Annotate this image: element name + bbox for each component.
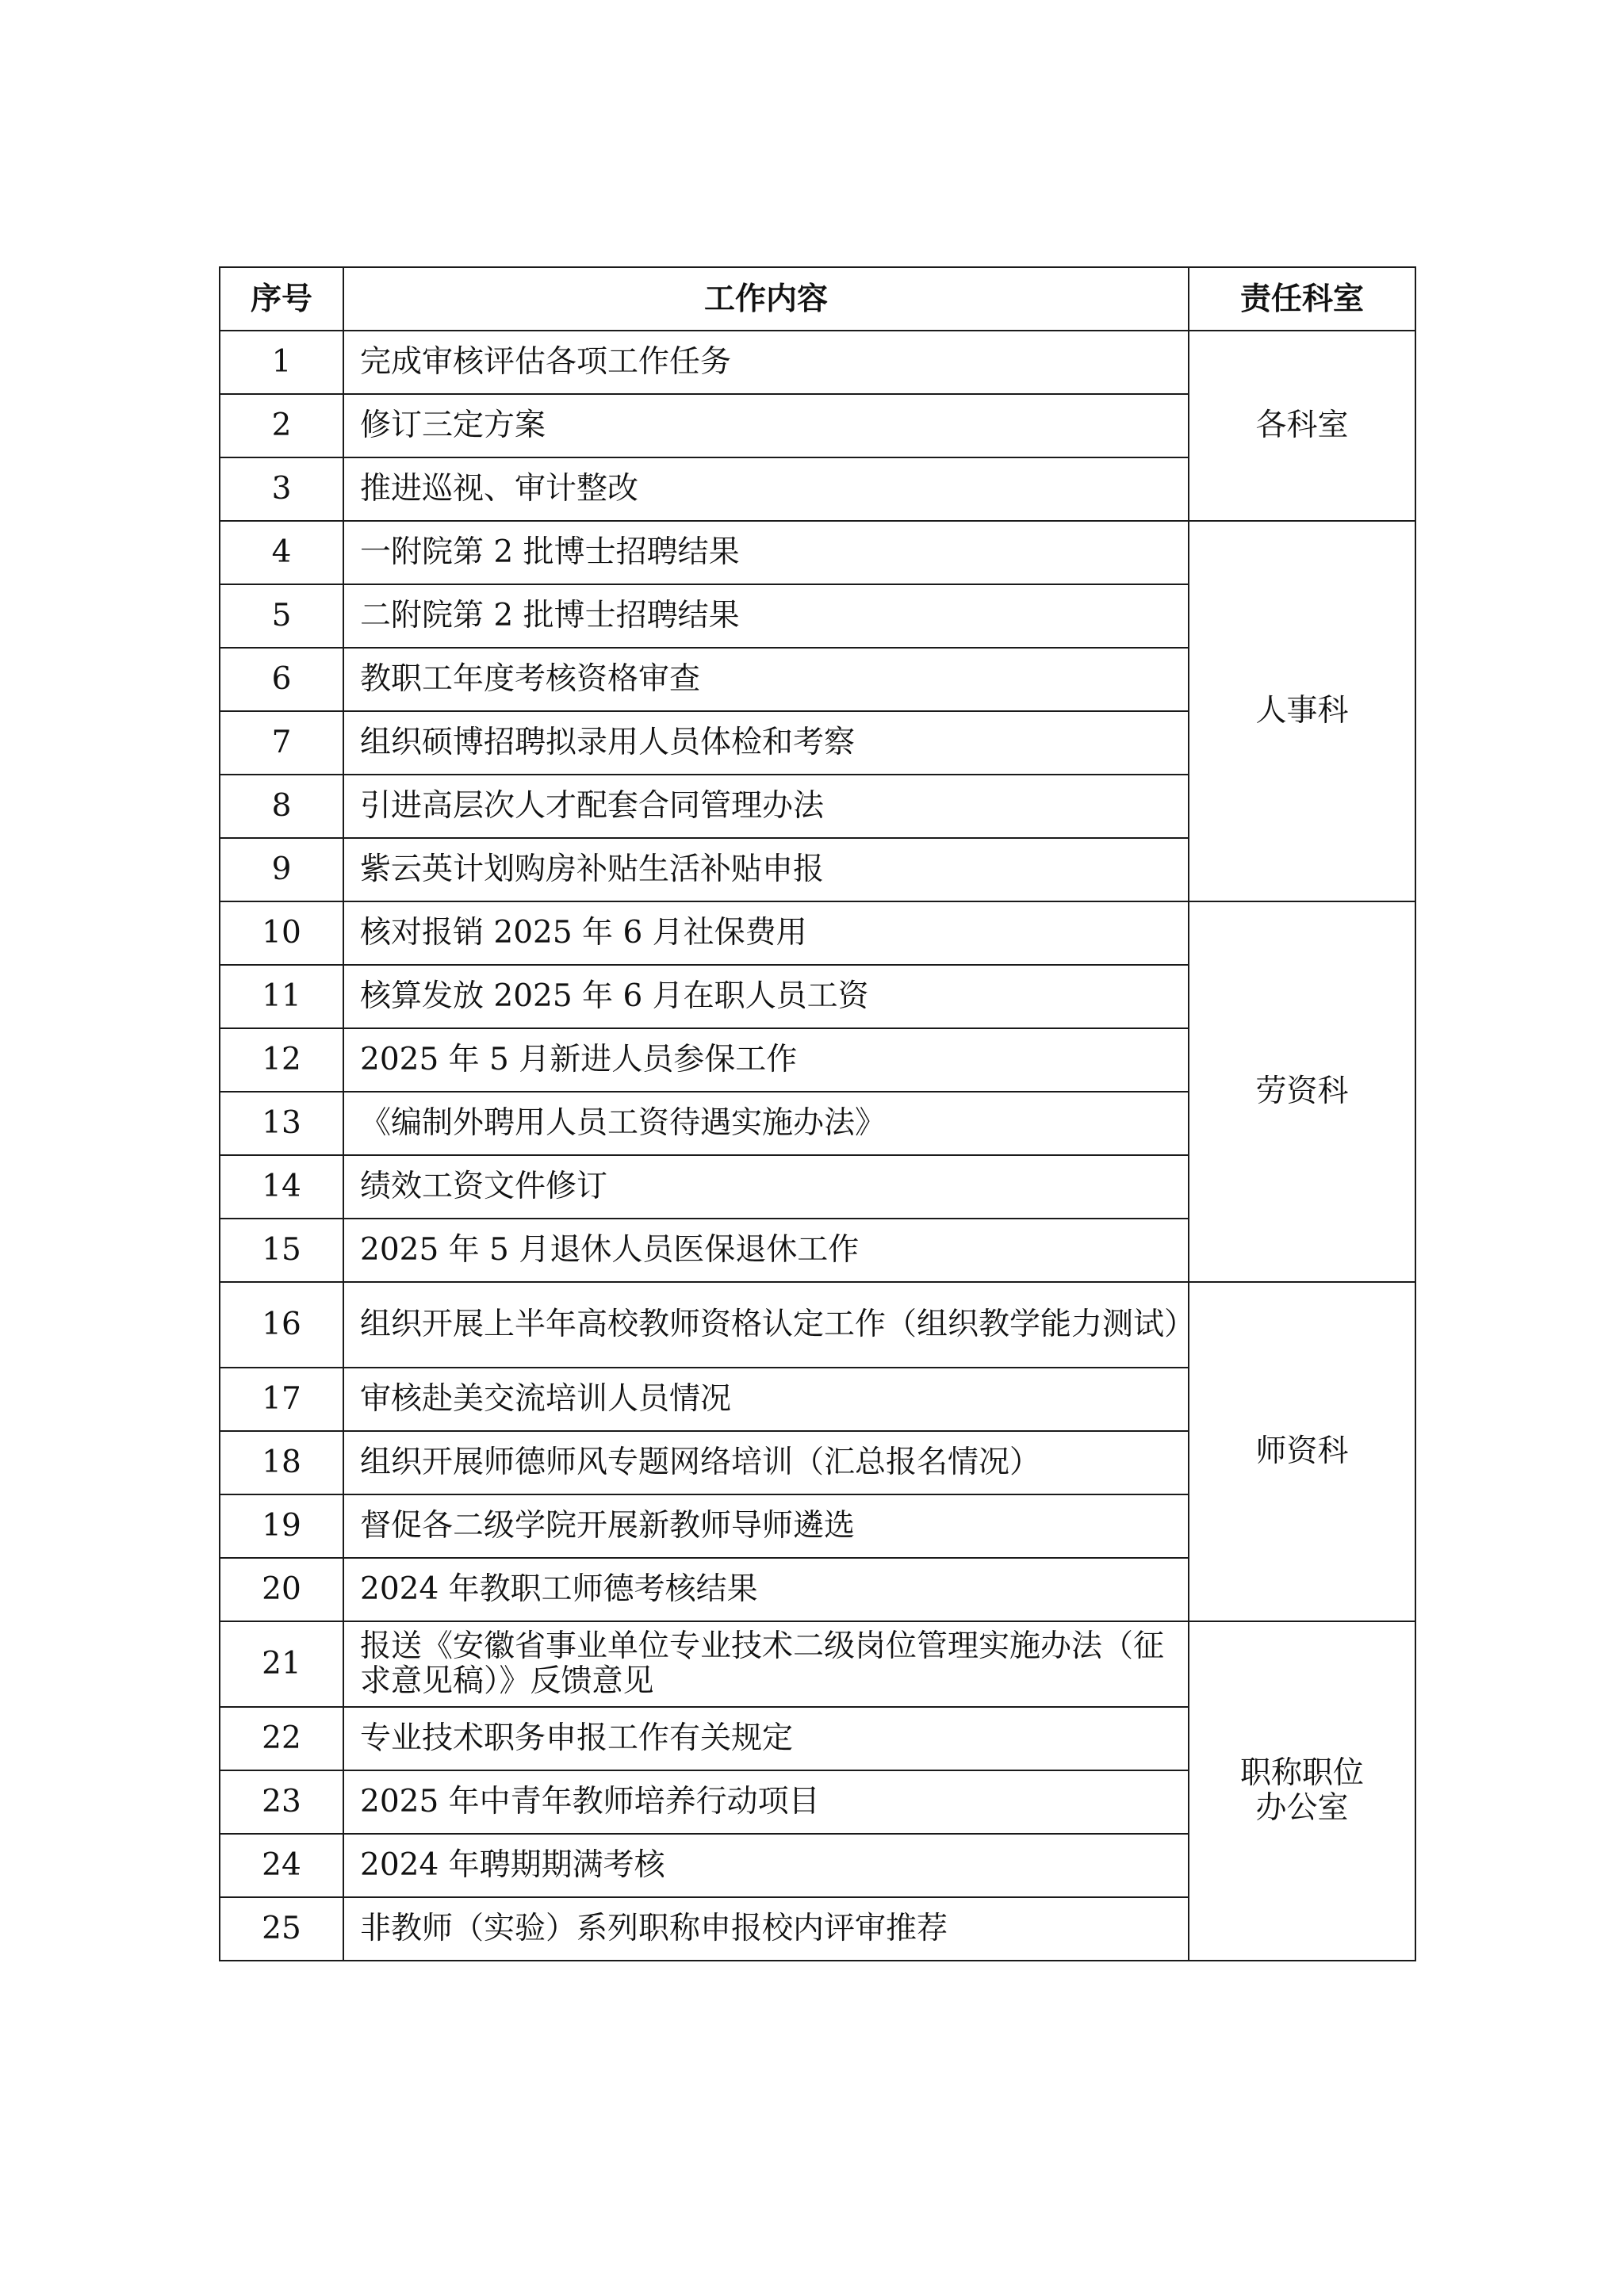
dept-name-line: 师资科 [1255,1433,1349,1469]
row-content: 教职工年度考核资格审查 [343,648,1189,711]
responsible-dept [1189,331,1415,521]
row-content: 2025 年 5 月新进人员参保工作 [343,1028,1189,1092]
row-number: 1 [220,331,343,394]
row-number: 25 [220,1897,343,1961]
row-number: 10 [220,901,343,965]
header-no: 序号 [220,267,343,331]
row-content: 一附院第 2 批博士招聘结果 [343,521,1189,584]
row-number: 2 [220,394,343,457]
table-row [220,1282,1415,1368]
table-row [220,521,1415,584]
row-number: 14 [220,1155,343,1219]
table-row [220,901,1415,965]
row-content: 组织硕博招聘拟录用人员体检和考察 [343,711,1189,775]
row-content: 2024 年聘期期满考核 [343,1834,1189,1897]
row-number: 13 [220,1092,343,1155]
work-task-table [219,266,1416,1961]
row-number: 9 [220,838,343,901]
row-content: 修订三定方案 [343,394,1189,457]
row-content: 督促各二级学院开展新教师导师遴选 [343,1494,1189,1558]
dept-name-line: 人事科 [1255,693,1349,729]
dept-name-line: 职称职位 [1239,1755,1364,1791]
row-content: 专业技术职务申报工作有关规定 [343,1707,1189,1770]
row-number: 16 [220,1282,343,1368]
row-number: 8 [220,775,343,838]
row-number: 19 [220,1494,343,1558]
row-content: 紫云英计划购房补贴生活补贴申报 [343,838,1189,901]
header-dept: 责任科室 [1189,267,1415,331]
row-content: 引进高层次人才配套合同管理办法 [343,775,1189,838]
row-content: 推进巡视、审计整改 [343,457,1189,521]
row-number: 18 [220,1431,343,1494]
row-content: 2025 年 5 月退休人员医保退休工作 [343,1219,1189,1282]
row-content: 完成审核评估各项工作任务 [343,331,1189,394]
row-number: 17 [220,1368,343,1431]
row-number: 23 [220,1770,343,1834]
row-content: 非教师（实验）系列职称申报校内评审推荐 [343,1897,1189,1961]
row-number: 7 [220,711,343,775]
row-content: 审核赴美交流培训人员情况 [343,1368,1189,1431]
row-content: 绩效工资文件修订 [343,1155,1189,1219]
row-number: 15 [220,1219,343,1282]
row-content: 2024 年教职工师德考核结果 [343,1558,1189,1621]
row-number: 12 [220,1028,343,1092]
row-number: 5 [220,584,343,648]
row-number: 24 [220,1834,343,1897]
dept-name-line: 劳资科 [1255,1073,1349,1109]
row-number: 11 [220,965,343,1028]
row-content: 二附院第 2 批博士招聘结果 [343,584,1189,648]
table-row [220,1621,1415,1707]
responsible-dept [1189,1282,1415,1621]
responsible-dept [1189,521,1415,901]
responsible-dept [1189,1621,1415,1961]
row-content: 组织开展师德师风专题网络培训（汇总报名情况） [343,1431,1189,1494]
row-number: 21 [220,1621,343,1707]
row-number: 6 [220,648,343,711]
row-number: 3 [220,457,343,521]
row-content: 核算发放 2025 年 6 月在职人员工资 [343,965,1189,1028]
row-content: 2025 年中青年教师培养行动项目 [343,1770,1189,1834]
row-content: 《编制外聘用人员工资待遇实施办法》 [343,1092,1189,1155]
row-content: 核对报销 2025 年 6 月社保费用 [343,901,1189,965]
row-number: 4 [220,521,343,584]
table-row [220,331,1415,394]
table-body [220,331,1415,1961]
row-number: 22 [220,1707,343,1770]
responsible-dept [1189,901,1415,1282]
dept-name-line: 办公室 [1255,1790,1349,1826]
table-header-row [220,267,1415,331]
row-content: 报送《安徽省事业单位专业技术二级岗位管理实施办法（征求意见稿）》反馈意见 [343,1621,1189,1707]
row-number: 20 [220,1558,343,1621]
dept-name-line: 各科室 [1255,408,1349,443]
header-content: 工作内容 [343,267,1189,331]
row-content: 组织开展上半年高校教师资格认定工作（组织教学能力测试） [343,1282,1189,1368]
